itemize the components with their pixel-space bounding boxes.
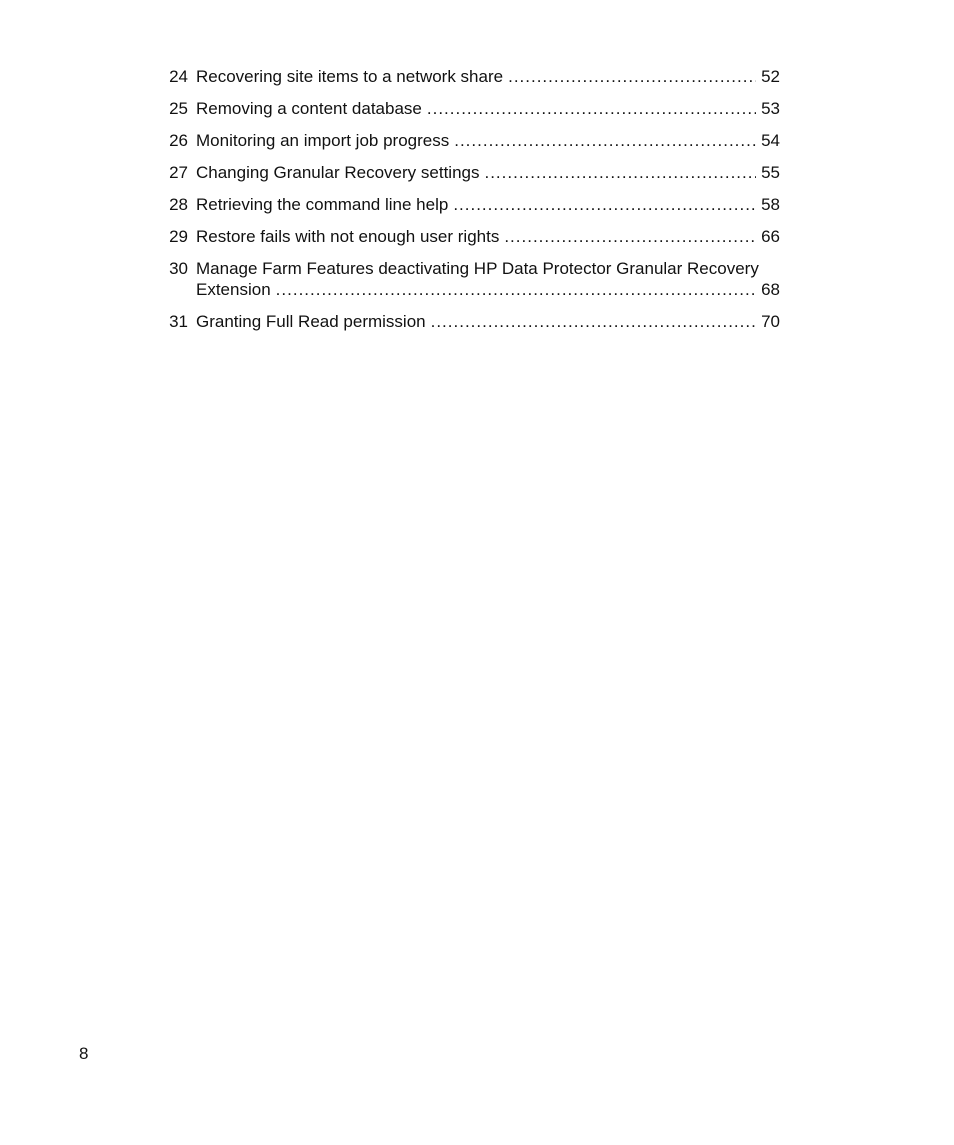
toc-entry-title[interactable]: Granting Full Read permission xyxy=(196,312,426,331)
toc-entry[interactable] xyxy=(160,194,780,215)
toc-entry-page[interactable]: 70 xyxy=(761,312,780,331)
toc-entry[interactable] xyxy=(160,226,780,247)
dot-leader xyxy=(504,226,756,247)
toc-entry-title[interactable]: Retrieving the command line help xyxy=(196,195,449,214)
toc-entry[interactable] xyxy=(160,98,780,119)
toc-entry[interactable] xyxy=(160,66,780,87)
toc-entry-number: 30 xyxy=(169,259,188,278)
toc-entry-title[interactable]: Recovering site items to a network share xyxy=(196,67,504,86)
dot-leader xyxy=(454,130,756,151)
toc-entry-page[interactable]: 54 xyxy=(761,131,780,150)
table-of-contents xyxy=(160,66,780,343)
dot-leader xyxy=(427,98,756,119)
toc-entry-number: 27 xyxy=(169,163,188,182)
toc-entry-number: 28 xyxy=(169,195,188,214)
dot-leader xyxy=(453,194,756,215)
toc-entry-number: 31 xyxy=(169,312,188,331)
toc-entry-page[interactable]: 58 xyxy=(761,195,780,214)
toc-entry-page[interactable]: 55 xyxy=(761,163,780,182)
toc-entry-title[interactable]: Removing a content database xyxy=(196,99,422,118)
toc-entry-page[interactable]: 66 xyxy=(761,227,780,246)
dot-leader xyxy=(508,66,756,87)
dot-leader xyxy=(276,279,756,300)
toc-entry[interactable] xyxy=(160,130,780,151)
dot-leader xyxy=(484,162,756,183)
page-number: 8 xyxy=(79,1044,89,1063)
toc-entry-number: 25 xyxy=(169,99,188,118)
toc-entry-page[interactable]: 68 xyxy=(761,280,780,299)
dot-leader xyxy=(431,311,756,332)
toc-entry[interactable] xyxy=(160,311,780,332)
toc-entry-page[interactable]: 52 xyxy=(761,67,780,86)
toc-entry-title-continued[interactable]: Extension xyxy=(196,280,271,299)
toc-entry[interactable] xyxy=(160,258,780,300)
toc-entry-number: 24 xyxy=(169,67,188,86)
toc-entry-title[interactable]: Manage Farm Features deactivating HP Data Protector Granular Recovery xyxy=(196,259,759,278)
toc-entry[interactable] xyxy=(160,162,780,183)
toc-entry-title[interactable]: Restore fails with not enough user rights xyxy=(196,227,500,246)
toc-entry-title[interactable]: Changing Granular Recovery settings xyxy=(196,163,480,182)
toc-entry-title[interactable]: Monitoring an import job progress xyxy=(196,131,450,150)
toc-entry-page[interactable]: 53 xyxy=(761,99,780,118)
toc-entry-number: 26 xyxy=(169,131,188,150)
toc-entry-number: 29 xyxy=(169,227,188,246)
